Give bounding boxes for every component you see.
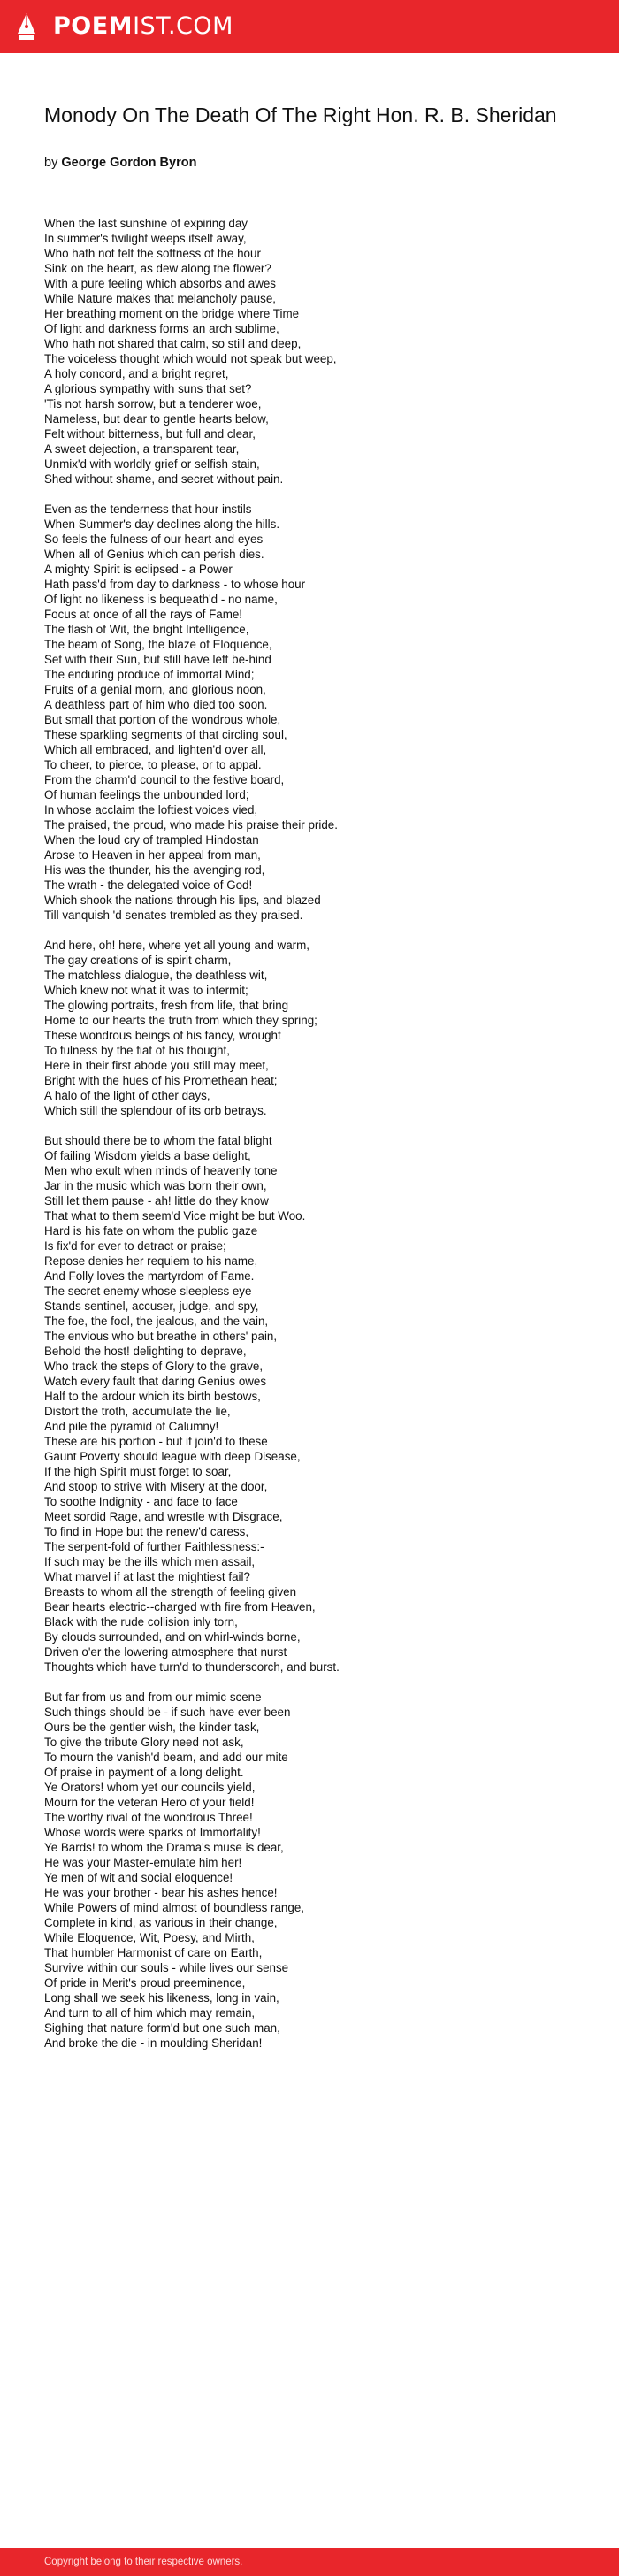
poem-line: To soothe Indignity - and face to face: [44, 1495, 238, 1508]
poem-line: While Eloquence, Wit, Poesy, and Mirth,: [44, 1931, 255, 1944]
poem-line: A glorious sympathy with suns that set?: [44, 382, 252, 395]
poem-line: Still let them pause - ah! little do they know: [44, 1194, 269, 1208]
poem-line: Who hath not felt the softness of the hour: [44, 247, 261, 260]
poem-line: Stands sentinel, accuser, judge, and spy,: [44, 1300, 259, 1313]
author-link[interactable]: George Gordon Byron: [61, 156, 197, 170]
poem-line: Nameless, but dear to gentle hearts below,: [44, 412, 269, 426]
poem-line: The worthy rival of the wondrous Three!: [44, 1811, 253, 1824]
poem-line: Sink on the heart, as dew along the flower?: [44, 262, 271, 275]
pen-nib-icon[interactable]: [16, 12, 37, 41]
poem-line: Focus at once of all the rays of Fame!: [44, 608, 243, 621]
poem-line: And turn to all of him which may remain,: [44, 2006, 256, 2020]
poem-line: While Nature makes that melancholy pause,: [44, 292, 276, 305]
poem-line: Thoughts which have turn'd to thunderscorch, and burst.: [44, 1660, 340, 1674]
poem-line: Whose words were sparks of Immortality!: [44, 1826, 261, 1839]
poem-line: Jar in the music which was born their own,: [44, 1179, 267, 1192]
poem-line: So feels the fulness of our heart and eyes: [44, 533, 264, 546]
poem-line: Behold the host! delighting to deprave,: [44, 1345, 247, 1358]
poem-line: Gaunt Poverty should league with deep Disease,: [44, 1450, 301, 1463]
poem-line: A mighty Spirit is eclipsed - a Power: [44, 563, 233, 576]
poem-line: Distort the troth, accumulate the lie,: [44, 1405, 231, 1418]
poem-line: When all of Genius which can perish dies.: [44, 548, 264, 561]
poem-line: But small that portion of the wondrous whole,: [44, 713, 281, 726]
stanza: [44, 502, 584, 923]
poem-line: With a pure feeling which absorbs and awes: [44, 277, 277, 290]
poem-line: Even as the tenderness that hour instils: [44, 502, 252, 516]
poem-line: That what to them seem'd Vice might be but Woo.: [44, 1209, 306, 1223]
poem-line: And stoop to strive with Misery at the door,: [44, 1480, 268, 1493]
poem-line: If the high Spirit must forget to soar,: [44, 1465, 232, 1478]
poem-line: Is fix'd for ever to detract or praise;: [44, 1239, 226, 1253]
poem-line: These sparkling segments of that circling soul,: [44, 728, 287, 741]
logo-light-text: IST.COM: [133, 12, 233, 40]
poem-line: The flash of Wit, the bright Intelligence,: [44, 623, 249, 636]
poem-line: Unmix'd with worldly grief or selfish stain,: [44, 457, 260, 471]
poem-line: Watch every fault that daring Genius owes: [44, 1375, 267, 1388]
poem-line: The envious who but breathe in others' pain,: [44, 1330, 278, 1343]
poem-line: Who track the steps of Glory to the grave,: [44, 1360, 264, 1373]
poem-line: Of failing Wisdom yields a base delight,: [44, 1149, 251, 1162]
poem-line: He was your Master-emulate him her!: [44, 1856, 242, 1869]
poem-line: Who hath not shared that calm, so still and deep,: [44, 337, 302, 350]
poem-line: Arose to Heaven in her appeal from man,: [44, 848, 261, 862]
poem-line: The foe, the fool, the jealous, and the vain,: [44, 1315, 269, 1328]
poem-line: Which shook the nations through his lips, and blazed: [44, 893, 321, 907]
poem-line: Bear hearts electric--charged with fire from Heaven,: [44, 1600, 316, 1614]
poem-line: These wondrous beings of his fancy, wrought: [44, 1029, 281, 1042]
poem-line: Ours be the gentler wish, the kinder task,: [44, 1721, 260, 1734]
poem-line: The serpent-fold of further Faithlessness:-: [44, 1540, 264, 1553]
poem-line: To mourn the vanish'd beam, and add our mite: [44, 1751, 288, 1764]
poem-line: Driven o'er the lowering atmosphere that nurst: [44, 1645, 287, 1659]
poem-line: Which still the splendour of its orb betrays.: [44, 1104, 267, 1117]
poem-line: Of light and darkness forms an arch sublime,: [44, 322, 279, 335]
copyright-text: Copyright belong to their respective owners.: [44, 2557, 243, 2567]
poem-body: [44, 216, 584, 2066]
poem-line: A halo of the light of other days,: [44, 1089, 210, 1102]
poem-line: The wrath - the delegated voice of God!: [44, 878, 253, 892]
poem-line: Fruits of a genial morn, and glorious noon,: [44, 683, 266, 696]
poem-line: A holy concord, and a bright regret,: [44, 367, 229, 380]
poem-line: Men who exult when minds of heavenly tone: [44, 1164, 278, 1177]
poem-line: To find in Hope but the renew'd caress,: [44, 1525, 249, 1538]
poem-line: Of pride in Merit's proud preeminence,: [44, 1976, 246, 1990]
poem-line: To give the tribute Glory need not ask,: [44, 1736, 244, 1749]
poem-line: Of light no likeness is bequeath'd - no name,: [44, 593, 278, 606]
poem-line: Which knew not what it was to intermit;: [44, 984, 248, 997]
poem-line: By clouds surrounded, and on whirl-winds borne,: [44, 1630, 301, 1644]
byline: [44, 155, 196, 171]
poem-line: Her breathing moment on the bridge where Time: [44, 307, 300, 320]
poem-line: A sweet dejection, a transparent tear,: [44, 442, 240, 456]
poem-line: Long shall we seek his likeness, long in vain,: [44, 1991, 279, 2005]
poem-line: Ye Bards! to whom the Drama's muse is dear,: [44, 1841, 284, 1854]
poem-line: The enduring produce of immortal Mind;: [44, 668, 255, 681]
poem-line: From the charm'd council to the festive board,: [44, 773, 285, 786]
logo-bold-text: POEM: [53, 12, 134, 40]
poem-line: Half to the ardour which its birth bestows,: [44, 1390, 261, 1403]
poem-line: Complete in kind, as various in their change,: [44, 1916, 278, 1929]
poem-title: Monody On The Death Of The Right Hon. R. B. Sheridan: [44, 104, 557, 126]
site-logo[interactable]: [53, 12, 233, 42]
poem-line: To cheer, to pierce, to please, or to appal.: [44, 758, 262, 771]
poem-line: The voiceless thought which would not speak but weep,: [44, 352, 337, 365]
stanza: [44, 216, 584, 487]
poem-line: The secret enemy whose sleepless eye: [44, 1284, 252, 1298]
poem-line: But should there be to whom the fatal blight: [44, 1134, 272, 1147]
poem-line: Here in their first abode you still may meet,: [44, 1059, 269, 1072]
by-prefix: by: [44, 156, 58, 170]
poem-line: Of praise in payment of a long delight.: [44, 1766, 244, 1779]
poem-line: Set with their Sun, but still have left be-hind: [44, 653, 271, 666]
poem-line: To fulness by the fiat of his thought,: [44, 1044, 230, 1057]
poem-line: Till vanquish 'd senates trembled as they praised.: [44, 908, 303, 922]
poem-line: Of human feelings the unbounded lord;: [44, 788, 249, 801]
poem-line: Home to our hearts the truth from which they spring;: [44, 1014, 317, 1027]
poem-line: Survive within our souls - while lives our sense: [44, 1961, 289, 1974]
poem-line: These are his portion - but if join'd to these: [44, 1435, 268, 1448]
poem-line: Ye Orators! whom yet our councils yield,: [44, 1781, 256, 1794]
poem-line: Shed without shame, and secret without pain.: [44, 472, 284, 486]
poem-line: Mourn for the veteran Hero of your field!: [44, 1796, 255, 1809]
poem-line: While Powers of mind almost of boundless range,: [44, 1901, 304, 1914]
poem-line: Sighing that nature form'd but one such man,: [44, 2021, 280, 2035]
poem-line: Black with the rude collision inly torn,: [44, 1615, 238, 1629]
poem-line: Hath pass'd from day to darkness - to whose hour: [44, 578, 306, 591]
poem-line: And Folly loves the martyrdom of Fame.: [44, 1269, 255, 1283]
poem-line: A deathless part of him who died too soon.: [44, 698, 268, 711]
poem-line: And here, oh! here, where yet all young and warm,: [44, 939, 310, 952]
stanza: [44, 1690, 584, 2051]
poem-line: Breasts to whom all the strength of feeling given: [44, 1585, 297, 1598]
poem-line: What marvel if at last the mightiest fail?: [44, 1570, 250, 1583]
stanza: [44, 938, 584, 1118]
poem-line: The praised, the proud, who made his praise their pride.: [44, 818, 338, 832]
poem-line: The glowing portraits, fresh from life, that bring: [44, 999, 289, 1012]
poem-line: His was the thunder, his the avenging rod,: [44, 863, 265, 877]
poem-line: Meet sordid Rage, and wrestle with Disgrace,: [44, 1510, 283, 1523]
poem-line: Felt without bitterness, but full and clear,: [44, 427, 256, 441]
poem-line: Repose denies her requiem to his name,: [44, 1254, 258, 1268]
poem-line: And pile the pyramid of Calumny!: [44, 1420, 219, 1433]
poem-line: 'Tis not harsh sorrow, but a tenderer woe,: [44, 397, 262, 410]
poem-line: Bright with the hues of his Promethean heat;: [44, 1074, 278, 1087]
site-footer: [0, 2548, 619, 2576]
stanza: [44, 1133, 584, 1675]
poem-line: And broke the die - in moulding Sheridan!: [44, 2036, 263, 2050]
poem-line: But far from us and from our mimic scene: [44, 1690, 262, 1704]
poem-line: When the loud cry of trampled Hindostan: [44, 833, 259, 847]
poem-line: Which all embraced, and lighten'd over all,: [44, 743, 267, 756]
poem-line: The gay creations of is spirit charm,: [44, 954, 232, 967]
poem-line: He was your brother - bear his ashes hence!: [44, 1886, 278, 1899]
poem-line: Ye men of wit and social eloquence!: [44, 1871, 233, 1884]
poem-line: In whose acclaim the loftiest voices vied,: [44, 803, 258, 816]
poem-line: If such may be the ills which men assail,: [44, 1555, 256, 1568]
poem-line: When Summer's day declines along the hills.: [44, 518, 280, 531]
poem-line: Hard is his fate on whom the public gaze: [44, 1224, 258, 1238]
poem-line: When the last sunshine of expiring day: [44, 217, 248, 230]
poem-line: The beam of Song, the blaze of Eloquence,: [44, 638, 272, 651]
poem-line: Such things should be - if such have ever been: [44, 1706, 291, 1719]
site-header: [0, 0, 619, 53]
poem-line: The matchless dialogue, the deathless wit,: [44, 969, 268, 982]
poem-line: In summer's twilight weeps itself away,: [44, 232, 247, 245]
poem-line: That humbler Harmonist of care on Earth,: [44, 1946, 263, 1959]
